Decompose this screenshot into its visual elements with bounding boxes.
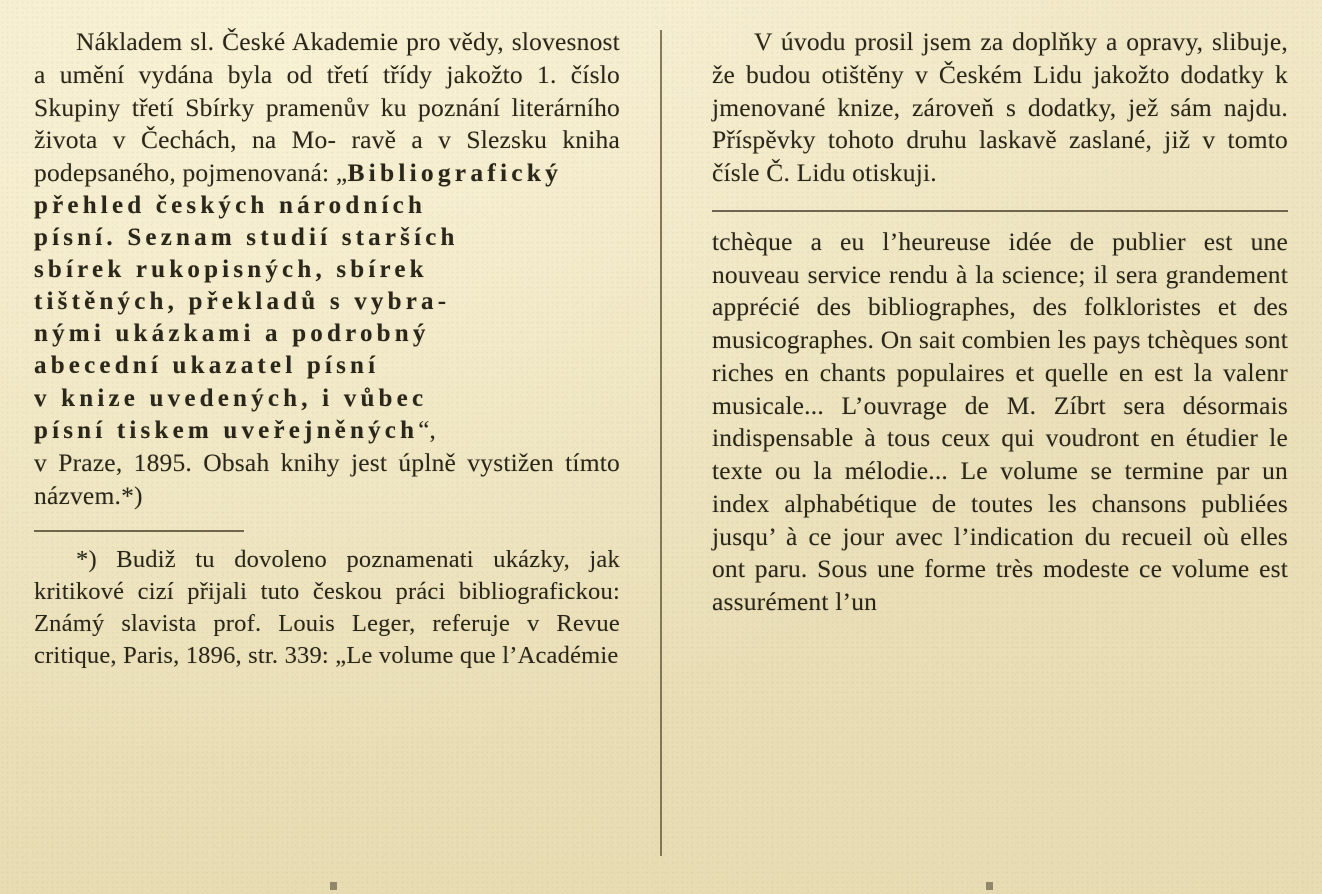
left-paragraph-tail: v Praze, 1895. Obsah knihy jest úplně vystižen tímto názvem.*) [34, 447, 620, 510]
column-divider-rule [660, 30, 662, 856]
left-line-3: od třetí třídy jakožto 1. číslo Skupiny [34, 59, 620, 122]
quote-open: „ [335, 158, 348, 188]
left-line-7: pojmenovaná: [182, 158, 330, 188]
left-line-6: ravě a v Slezsku kniha podepsaného, [34, 125, 620, 188]
footnote-divider [34, 530, 244, 532]
left-line-4: třetí Sbírky pramenův ku poznání [131, 92, 501, 122]
two-column-layout [34, 26, 1288, 886]
right-column-divider [712, 210, 1288, 212]
right-column [684, 26, 1288, 886]
book-title-line-7: abecední ukazatel písní [34, 352, 380, 380]
left-line-1: Nákladem sl. České Akademie pro [76, 27, 441, 56]
left-main-paragraph [34, 26, 620, 190]
book-title-line-3: písní. Seznam studií starších [34, 223, 459, 251]
book-title-line-9: písní tiskem uveřejněných [34, 416, 419, 444]
footnote-text: *) Budiž tu dovoleno poznamenati ukázky, jak kritikové cizí přijali tuto českou práci bibliografickou: Známý slavista prof. Louis Leger, referuje v Revue critique, Paris, 1896, str. 339: „Le volume que l’Académie [34, 546, 620, 669]
book-title-line-2: přehled českých národních [34, 191, 427, 219]
right-paragraph-2: tchèque a eu l’heureuse idée de publier est une nouveau service rendu à la science; il sera grandement apprécié des bibliographes, des folkloristes et des musicographes. On sait combien les pays tchèques sont riches en chants populaires et quelle en est la valenr musicale... L’ouvrage de M. Zíbrt sera désormais indispensable à tous ceux qui voudront en étudier le texte ou la mélodie... Le volume se termine par un index alphabétique de toutes les chansons publiées jusqu’ à ce jour avec l’indication du recueil où elles ont paru. Sous une forme très modeste ce volume est assurément l’un [711, 226, 1288, 617]
footnote-block [34, 544, 620, 671]
quote-close: “, [418, 416, 436, 444]
book-title-last-line [34, 415, 620, 447]
book-title-line-8: v knize uvedených, i vůbec [34, 384, 428, 412]
book-title-line-4: sbírek rukopisných, sbírek [34, 256, 428, 284]
book-title-line-1: Bibliografický [347, 158, 563, 188]
left-column [34, 26, 638, 886]
left-line-5: literárního života v Čechách, na Mo- [34, 92, 620, 155]
right-paragraph-1: V úvodu prosil jsem za doplňky a opravy, slibuje, že budou otištěny v Českém Lidu jakožto dodatky k jmenované knize, zároveň s dodatky, jež sám najdu. Příspěvky tohoto druhu laskavě zaslané, již v tomto čísle Č. Lidu otiskuji. [711, 27, 1288, 188]
book-title-line-5: tištěných, překladů s vybra- [34, 288, 451, 316]
bottom-mark-left [330, 882, 337, 890]
page-bottom-marks [0, 882, 1322, 892]
left-line-2: vědy, slovesnost a umění vydána byla [34, 27, 620, 89]
book-title-line-6: nými ukázkami a podrobný [34, 320, 430, 348]
bottom-mark-right [986, 882, 993, 890]
